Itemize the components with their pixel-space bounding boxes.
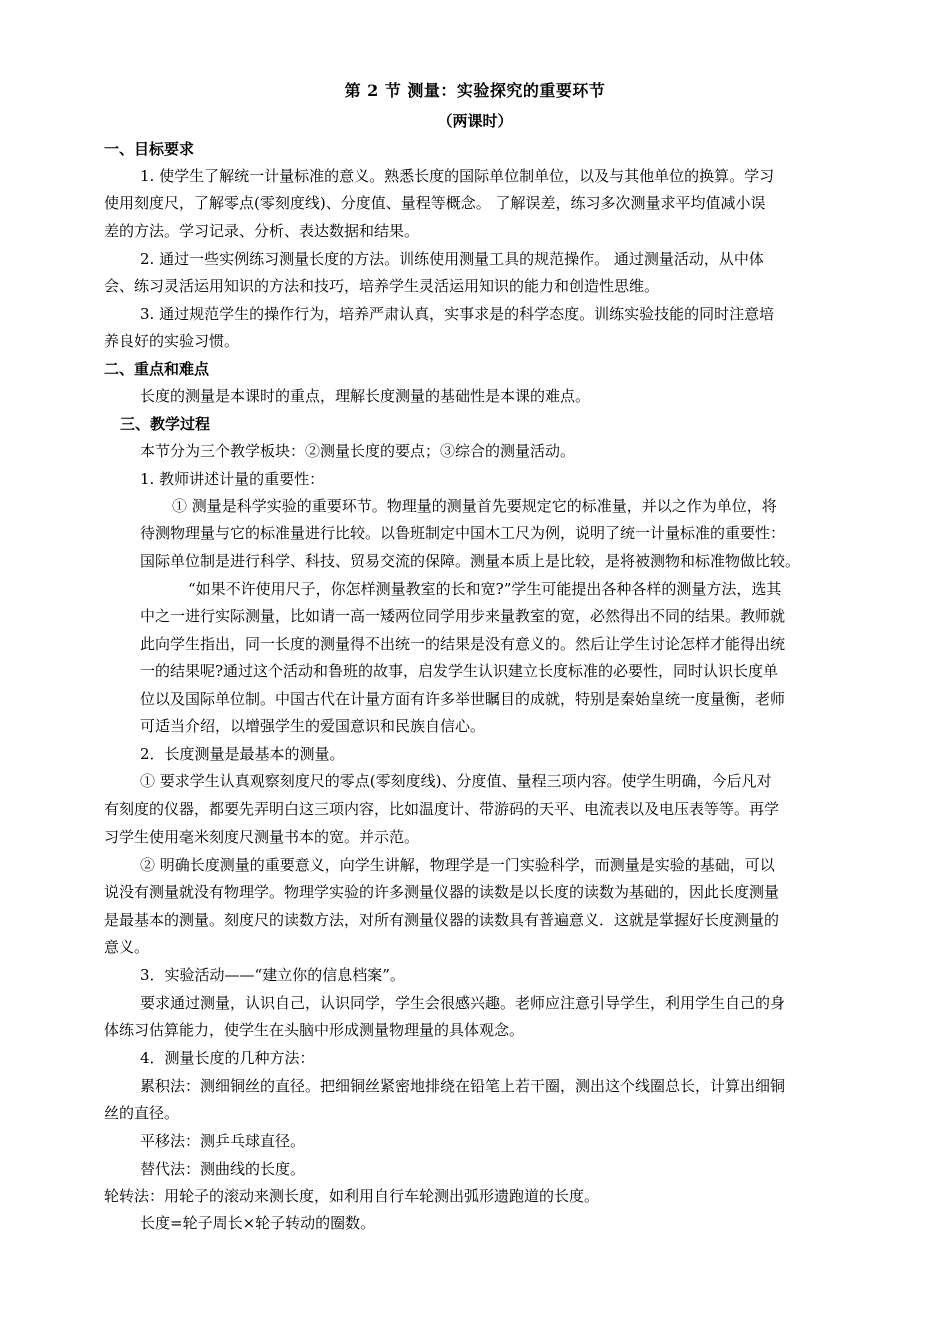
text-line: 中之一进行实际测量，比如请一高一矮两位同学用步来量教室的宽，必然得出不同的结果。教师就: [140, 607, 786, 625]
text-line: 国际单位制是进行科学、科技、贸易交流的保障。测量本质上是比较，是将被测物和标准物做比较。: [140, 551, 801, 570]
paragraph-d-cont: [104, 879, 779, 962]
text-line: 习学生使用毫米刻度尺测量书本的宽。并示范。: [104, 827, 420, 846]
text-line: 丝的直径。: [104, 1104, 180, 1122]
text-line: 2. 通过一些实例练习测量长度的方法。训练使用测量工具的规范操作。 通过测量活动，从中体: [140, 250, 764, 268]
list-item-2: 2．长度测量是最基本的测量。: [140, 744, 345, 763]
paragraph-process-intro: [140, 438, 575, 493]
paragraph-goal-3: [140, 301, 774, 329]
text-line: 待测物理量与它的标准量进行比较。以鲁班制定中国木工尺为例，说明了统一计量标准的重要性：: [140, 524, 786, 542]
section-heading-keypoints: 二、重点和难点: [104, 360, 210, 378]
text-line: 此向学生指出，同一长度的测量得不出统一的结果是没有意义的。然后让学生讨论怎样才能得出统: [140, 634, 786, 653]
paragraph-goal-1: [140, 163, 774, 191]
paragraph-goal-2-cont: [104, 273, 659, 301]
text-line: 位以及国际单位制。中国古代在计量方面有许多举世瞩目的成就，特别是秦始皇统一度量衡，老师: [140, 689, 786, 708]
text-line: 意义。: [104, 938, 150, 956]
text-line: 长度=轮子周长×轮子转动的圈数。: [140, 1214, 376, 1232]
page-subtitle: （两课时）: [437, 112, 513, 130]
text-line: 累积法：测细铜丝的直径。把细铜丝紧密地排绕在铅笔上若干圈，测出这个线圈总长，计算出细铜: [140, 1076, 786, 1095]
paragraph-f-methods: [140, 1128, 305, 1183]
paragraph-b-cont: [140, 603, 785, 796]
section-heading-goals: 一、目标要求: [104, 140, 195, 158]
paragraph-goal-1-cont: [104, 190, 765, 245]
text-line: 使用刻度尺，了解零点(零刻度线)、分度值、量程等概念。 了解误差，练习多次测量求平均值减小误: [104, 194, 766, 212]
text-line: 要求通过测量，认识自己，认识同学，学生会很感兴趣。老师应注意引导学生，利用学生自己的身: [140, 993, 786, 1012]
paragraph-keypoints: [140, 383, 590, 411]
text-line: 是最基本的测量。刻度尺的读数方法，对所有测量仪器的读数具有普遍意义．这就是掌握好长度测量的: [104, 910, 780, 929]
text-line: 可适当介绍，以增强学生的爱国意识和民族自信心。: [140, 717, 486, 735]
section-heading-process: 三、教学过程: [120, 415, 211, 433]
paragraph-f-cont: [104, 1100, 179, 1128]
paragraph-e: [140, 962, 785, 1017]
list-item-1: 1. 教师讲述计量的重要性：: [140, 469, 325, 488]
text-line: ② 明确长度测量的重要意义，向学生讲解，物理学是一门实验科学，而测量是实验的基础，可以: [140, 856, 775, 874]
list-item-4: 4．测量长度的几种方法：: [140, 1049, 315, 1067]
text-line: 替代法：测曲线的长度。: [140, 1159, 306, 1178]
paragraph-c-cont: [104, 796, 779, 851]
list-item-3: 3．实验活动——“建立你的信息档案”。: [140, 966, 405, 984]
text-line: ① 要求学生认真观察刻度尺的零点(零刻度线)、分度值、量程三项内容。使学生明确，今后凡对: [140, 772, 772, 790]
text-line: 长度的测量是本课时的重点，理解长度测量的基础性是本课的难点。: [140, 387, 591, 405]
text-line: 一的结果呢?通过这个活动和鲁班的故事，启发学生认识建立长度标准的必要性，同时认识长度单: [140, 662, 779, 680]
text-line: 本节分为三个教学板块：②测量长度的要点；③综合的测量活动。: [140, 442, 576, 460]
paragraph-f-wheel: [104, 1183, 599, 1211]
text-line: 体练习估算能力，使学生在头脑中形成测量物理量的具体观念。: [104, 1021, 525, 1039]
paragraph-a-cont: [140, 520, 800, 575]
page-title: 第 2 节 测量：实验探究的重要环节: [344, 81, 606, 100]
paragraph-goal-3-cont: [104, 328, 239, 356]
paragraph-b: [188, 576, 781, 604]
text-line: 平移法：测乒乓球直径。: [140, 1132, 306, 1150]
text-line: 会、练习灵活运用知识的方法和技巧，培养学生灵活运用知识的能力和创造性思维。: [104, 277, 660, 295]
paragraph-f: [140, 1045, 785, 1100]
paragraph-e-cont: [104, 1017, 524, 1045]
text-line: 差的方法。学习记录、分析、表达数据和结果。: [104, 221, 420, 240]
paragraph-goal-2: [140, 246, 764, 274]
paragraph-a: [172, 493, 777, 521]
text-line: 轮转法：用轮子的滚动来测长度，如利用自行车轮测出弧形遗跑道的长度。: [104, 1187, 600, 1205]
paragraph-d: [140, 852, 775, 880]
text-line: 有刻度的仪器，都要先弄明白这三项内容，比如温度计、带游码的天平、电流表以及电压表等等。再学: [104, 800, 780, 818]
text-line: “如果不许使用尺子，你怎样测量教室的长和宽?”学生可能提出各种各样的测量方法，选其: [188, 580, 782, 598]
text-line: 说没有测量就没有物理学。物理学实验的许多测量仪器的读数是以长度的读数为基础的，因此长度测量: [104, 883, 780, 901]
text-line: ① 测量是科学实验的重要环节。物理量的测量首先要规定它的标准量，并以之作为单位，将: [172, 497, 777, 515]
paragraph-f-formula: [140, 1210, 375, 1238]
text-line: 3. 通过规范学生的操作行为，培养严肃认真，实事求是的科学态度。训练实验技能的同时注意培: [140, 305, 775, 323]
text-line: 1. 使学生了解统一计量标准的意义。熟悉长度的国际单位制单位，以及与其他单位的换算。学习: [140, 167, 775, 185]
text-line: 养良好的实验习惯。: [104, 332, 240, 350]
